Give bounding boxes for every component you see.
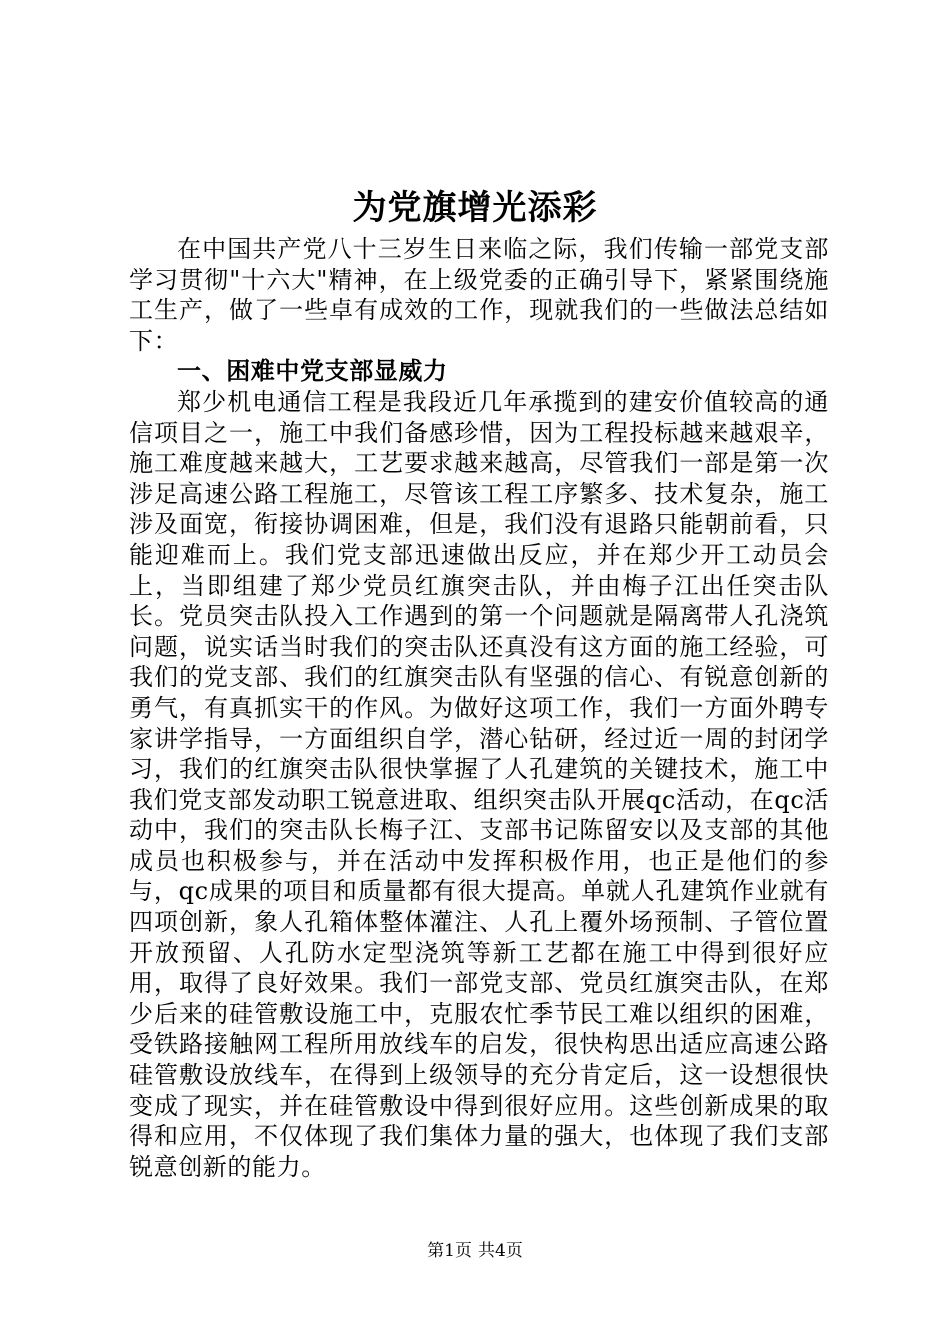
section-heading: 一、困难中党支部显威力 [177,356,448,386]
page-footer [0,1240,950,1262]
page-total: 共4页 [478,1241,523,1261]
page-number: 第1页 [427,1241,472,1261]
document-title: 为党旗增光添彩 [352,188,598,228]
document-body [129,234,829,1182]
intro-paragraph: 在中国共产党八十三岁生日来临之际，我们传输一部党支部学习贯彻"十六大"精神，在上级党委的正确引导下，紧紧围绕施工生产，做了一些卓有成效的工作，现就我们的一些做法总结如下： [129,235,829,355]
body-paragraph: 郑少机电通信工程是我段近几年承揽到的建安价值较高的通信项目之一，施工中我们备感珍惜，因为工程投标越来越艰辛，施工难度越来越大，工艺要求越来越高，尽管我们一部是第一次涉足高速公路工程施工，尽管该工程工序繁多、技术复杂，施工涉及面宽，衔接协调困难，但是，我们没有退路只能朝前看，只能迎难而上。我们党支部迅速做出反应，并在郑少开工动员会上，当即组建了郑少党员红旗突击队，并由梅子江出任突击队长。党员突击队投入工作遇到的第一个问题就是隔离带人孔浇筑问题，说实话当时我们的突击队还真没有这方面的施工经验，可我们的党支部、我们的红旗突击队有坚强的信心、有锐意创新的勇气，有真抓实干的作风。为做好这项工作，我们一方面外聘专家讲学指导，一方面组织自学，潜心钻研，经过近一周的封闭学习，我们的红旗突击队很快掌握了人孔建筑的关键技术，施工中我们党支部发动职工锐意进取、组织突击队开展qc活动，在qc活动中，我们的突击队长梅子江、支部书记陈留安以及支部的其他成员也积极参与，并在活动中发挥积极作用，也正是他们的参与，qc成果的项目和质量都有很大提高。单就人孔建筑作业就有四项创新，象人孔箱体整体灌注、人孔上覆外场预制、子管位置开放预留、人孔防水定型浇筑等新工艺都在施工中得到很好应用，取得了良好效果。我们一部党支部、党员红旗突击队，在郑少后来的硅管敷设施工中，克服农忙季节民工难以组织的困难，受铁路接触网工程所用放线车的启发，很快构思出适应高速公路硅管敷设放线车，在得到上级领导的充分肯定后，这一设想很快变成了现实，并在硅管敷设中得到很好应用。这些创新成果的取得和应用，不仅体现了我们集体力量的强大，也体现了我们支部锐意创新的能力。 [129,387,829,1181]
